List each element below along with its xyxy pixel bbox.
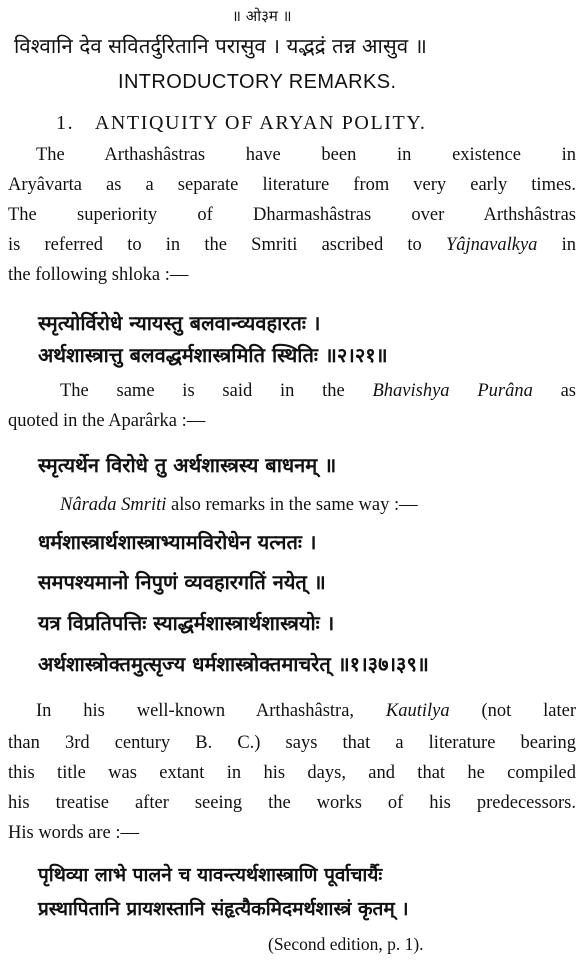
paragraph-line: His words are :— (8, 823, 140, 843)
paragraph-text: In his well-known Arthashâstra, (36, 701, 355, 721)
section-number: 1. (56, 112, 75, 134)
paragraph-line: The superiority of Dharmashâstras over Arthshâstras (8, 205, 576, 225)
paragraph-line: than 3rd century B. C.) says that a literature bearing (8, 733, 576, 753)
paragraph-line: this title was extant in his days, and that he compiled (8, 763, 576, 783)
invocation: ॥ ओ३म ॥ (232, 7, 292, 25)
paragraph-text: (not later (449, 701, 576, 721)
shloka-line: अर्थशास्त्रोक्तमुत्सृज्य धर्मशास्त्रोक्तमाचरेत् ॥१।३७।३९॥ (38, 652, 429, 676)
paragraph-line: Aryâvarta as a separate literature from very early times. (8, 175, 576, 195)
paragraph-line (8, 236, 576, 255)
shloka-line: धर्मशास्त्रार्थशास्त्राभ्यामविरोधेन यत्नतः । (38, 530, 317, 554)
paragraph-text: is referred to in the Smriti ascribed to (8, 235, 422, 255)
shloka-line: अर्थशास्त्रात्तु बलवद्धर्मशास्त्रमिति स्थितिः ॥२।२१॥ (38, 343, 388, 367)
citation: (Second edition, p. 1). (268, 934, 424, 954)
paragraph-line: The Arthashâstras have been in existence in (36, 145, 576, 165)
source-name: Nârada Smriti (60, 495, 167, 515)
section-heading (56, 113, 426, 133)
vedic-verse: विश्वानि देव सवितर्दुरितानि परासुव । यद्भद्रं तन्न आसुव ॥ (14, 34, 427, 58)
shloka-line: समपश्यमानो निपुणं व्यवहारगतिं नयेत् ॥ (38, 570, 326, 594)
paragraph-line (60, 496, 418, 515)
author-name: Kautilya (385, 701, 450, 721)
author-name: Yâjnavalkya (445, 235, 538, 255)
shloka-line: स्मृत्योर्विरोधे न्यायस्तु बलवान्व्यवहारतः । (38, 311, 321, 335)
paragraph-line (60, 382, 576, 401)
section-title: ANTIQUITY OF ARYAN POLITY. (94, 112, 427, 134)
paragraph-text: in (537, 235, 577, 255)
paragraph-text: The same is said in the (60, 381, 345, 401)
paragraph-line: his treatise after seeing the works of his predecessors. (8, 793, 576, 813)
shloka-line: यत्र विप्रतिपत्तिः स्याद्धर्मशास्त्रार्थशास्त्रयोः । (38, 611, 335, 635)
paragraph-line: the following shloka :— (8, 265, 189, 285)
shloka-line: पृथिव्या लाभे पालने च यावन्त्यर्थशास्त्राणि पूर्वाचार्यैः (38, 864, 383, 886)
source-name: Bhavishya Purâna (372, 381, 533, 401)
paragraph-text: also remarks in the same way :— (166, 495, 418, 515)
paragraph-line (36, 702, 576, 721)
chapter-heading: INTRODUCTORY REMARKS. (118, 71, 397, 93)
paragraph-text: as (532, 381, 577, 401)
paragraph-line: quoted in the Aparârka :— (8, 411, 206, 431)
shloka-line: प्रस्थापितानि प्रायशस्तानि संहृत्यैकमिदमर्थशास्त्रं कृतम् । (38, 898, 409, 920)
shloka-line: स्मृत्यर्थेन विरोधे तु अर्थशास्त्रस्य बाधनम् ॥ (38, 453, 337, 477)
